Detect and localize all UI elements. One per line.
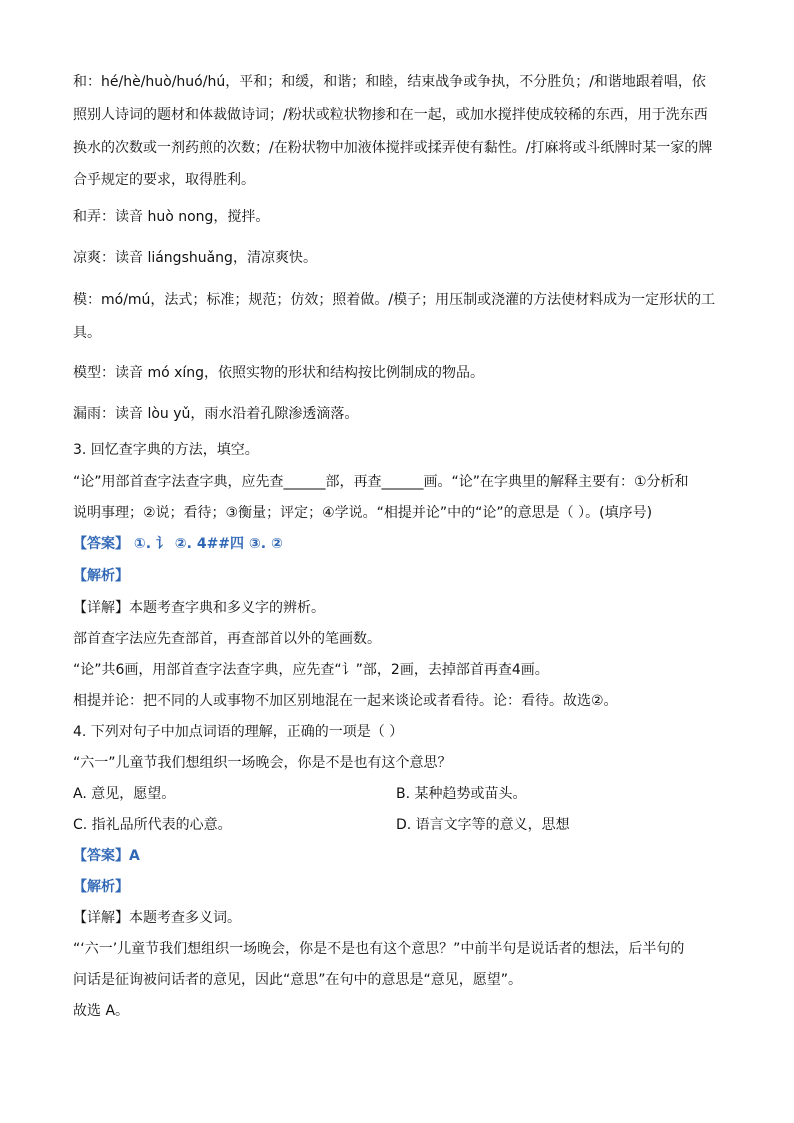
option-c: C. 指礼品所代表的心意。 xyxy=(73,817,232,833)
analysis-4-heading: 【解析】 xyxy=(73,879,129,895)
answer-4: 【答案】A xyxy=(73,848,140,864)
analysis-3-heading: 【解析】 xyxy=(73,568,129,584)
option-a: A. 意见，愿望。 xyxy=(73,786,176,802)
detail-3-line-2: 部首查字法应先查部首，再查部首以外的笔画数。 xyxy=(73,631,381,647)
question-4-sentence: “六一”儿童节我们想组织一场晚会，你是不是也有这个意思？ xyxy=(73,755,452,771)
detail-4-line-1: 【详解】本题考查多义词。 xyxy=(73,910,241,926)
option-d: D. 语言文字等的意义，思想 xyxy=(396,817,570,833)
definition-he-line-3: 换水的次数或一剂药煎的次数；/在粉状物中加液体搅拌或揉弄使有黏性。/打麻将或斗纸牌时某一家的牌 xyxy=(73,140,713,156)
detail-4-line-2: “‘六一’儿童节我们想组织一场晚会，你是不是也有这个意思？”中前半句是说话者的想法，后半句的 xyxy=(73,941,685,957)
detail-3-line-3: “论”共6画，用部首查字法查字典，应先查“讠”部，2画，去掉部首再查4画。 xyxy=(73,662,549,678)
question-3-stem-line-2: 说明事理；②说；看待；③衡量；评定；④学说。“相提并论”中的“论”的意思是（ ）。(填序号) xyxy=(73,505,653,521)
detail-3-line-4: 相提并论：把不同的人或事物不加区别地混在一起来谈论或者看待。论：看待。故选②。 xyxy=(73,693,618,709)
definition-mo-line-1: 模：mó/mú，法式；标准；规范；仿效；照着做。/模子；用压制或浇灌的方法使材料成为一定形状的工 xyxy=(73,292,716,308)
option-b: B. 某种趋势或苗头。 xyxy=(396,786,527,802)
question-3-title: 3. 回忆查字典的方法，填空。 xyxy=(73,442,259,458)
question-3-stem-line-1: “论”用部首查字法查字典，应先查______部，再查______画。“论”在字典里的解释主要有：①分析和 xyxy=(73,474,689,490)
detail-4-line-4: 故选 A。 xyxy=(73,1003,130,1019)
definition-he-line-2: 照别人诗词的题材和体裁做诗词；/粉状或粒状物掺和在一起，或加水搅拌使成较稀的东西，用于洗东西 xyxy=(73,107,708,123)
definition-he-line-1: 和：hé/hè/huò/huó/hú，平和；和缓，和谐；和睦，结束战争或争执，不分胜负；/和谐地跟着唱，依 xyxy=(73,74,706,90)
definition-louyu: 漏雨：读音 lòu yǔ，雨水沿着孔隙渗透滴落。 xyxy=(73,406,359,422)
question-4-title: 4. 下列对句子中加点词语的理解，正确的一项是（ ） xyxy=(73,724,404,740)
definition-henong: 和弄：读音 huò nong，搅拌。 xyxy=(73,209,270,225)
definition-mo-line-2: 具。 xyxy=(73,325,101,341)
definition-moxing: 模型：读音 mó xíng，依照实物的形状和结构按比例制成的物品。 xyxy=(73,365,485,381)
definition-he-line-4: 合乎规定的要求，取得胜利。 xyxy=(73,172,255,188)
definition-liangshuang: 凉爽：读音 liángshuǎng，清凉爽快。 xyxy=(73,250,317,266)
answer-3: 【答案】 ①. 讠 ②. 4##四 ③. ② xyxy=(73,536,283,552)
detail-3-line-1: 【详解】本题考查字典和多义字的辨析。 xyxy=(73,600,325,616)
detail-4-line-3: 问话是征询被问话者的意见，因此“意思”在句中的意思是“意见，愿望”。 xyxy=(73,972,523,988)
